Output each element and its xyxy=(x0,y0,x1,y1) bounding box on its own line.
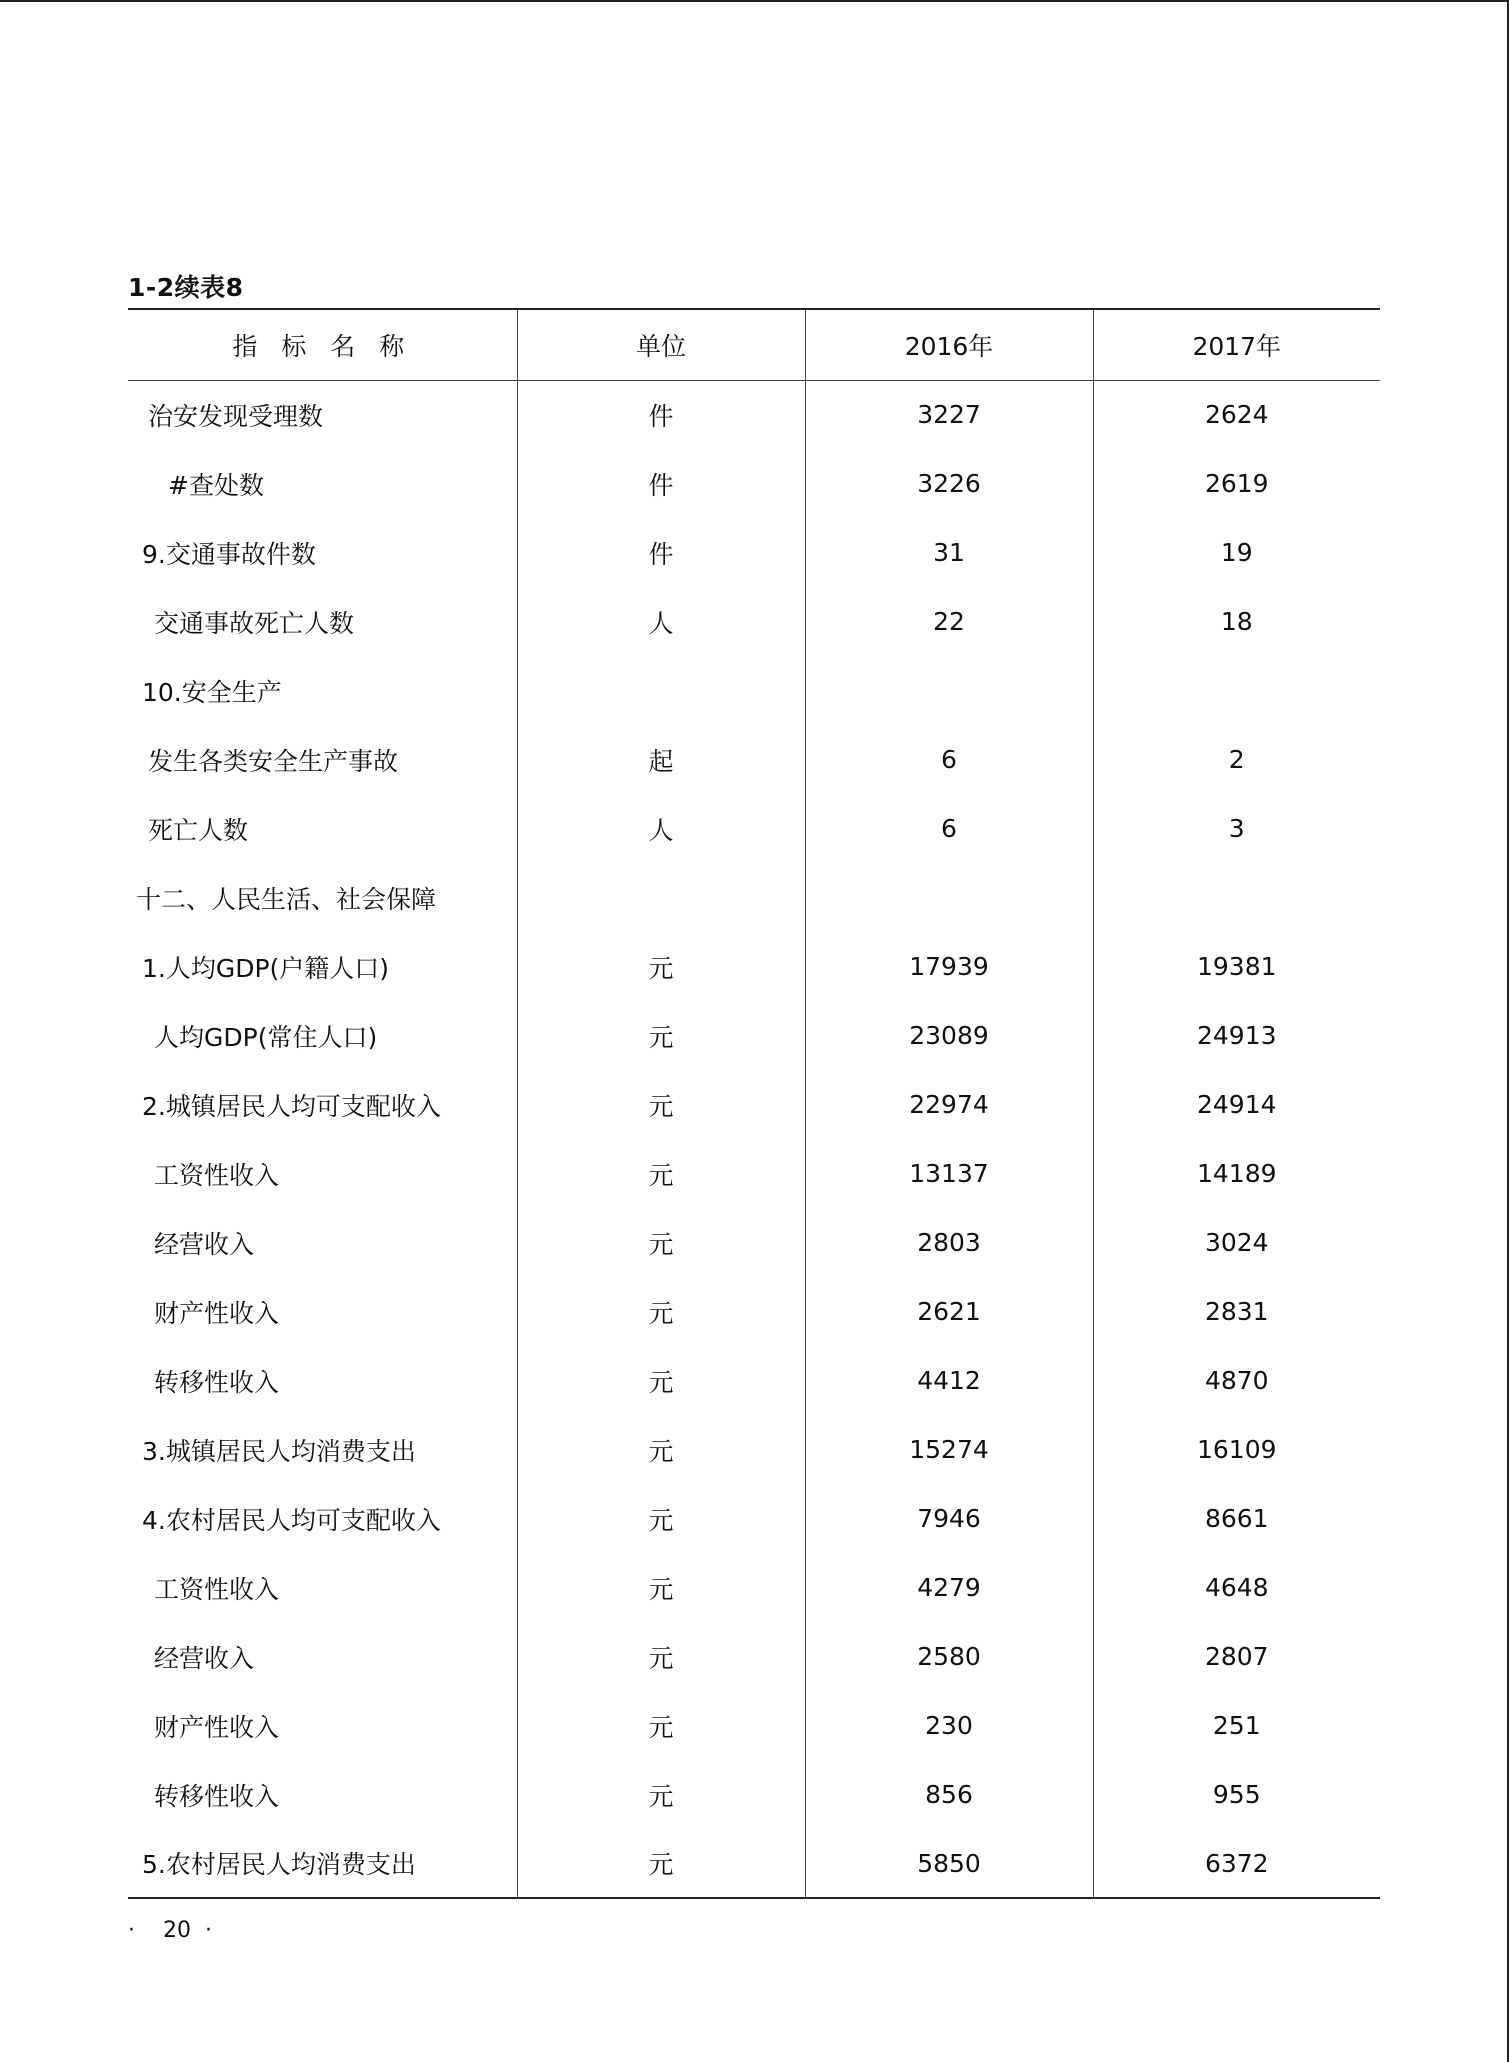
row-unit: 元 xyxy=(517,932,805,1001)
row-unit: 元 xyxy=(517,1829,805,1898)
row-value-2016: 856 xyxy=(805,1760,1093,1829)
table-row xyxy=(128,1070,1380,1139)
row-unit: 元 xyxy=(517,1622,805,1691)
row-value-2016: 230 xyxy=(805,1691,1093,1760)
row-value-2016: 2803 xyxy=(805,1208,1093,1277)
table-row xyxy=(128,1829,1380,1898)
table-row xyxy=(128,863,1380,932)
row-indicator-name: 9.交通事故件数 xyxy=(128,518,517,587)
header-indicator-name: 指 标 名 称 xyxy=(128,309,517,380)
row-value-2017: 2624 xyxy=(1204,400,1269,430)
row-indicator-name: 死亡人数 xyxy=(128,794,517,863)
table-row xyxy=(128,587,1380,656)
table-row xyxy=(128,1622,1380,1691)
row-value-2017: 2807 xyxy=(1204,1642,1269,1671)
row-indicator-name: 1.人均GDP(户籍人口) xyxy=(128,932,517,1001)
row-value-2016: 15274 xyxy=(805,1415,1093,1484)
row-indicator-name: 3.城镇居民人均消费支出 xyxy=(128,1415,517,1484)
row-value-2016: 4412 xyxy=(805,1346,1093,1415)
row-value-2016: 6 xyxy=(805,794,1093,863)
row-value-2017: 3024 xyxy=(1204,1228,1269,1257)
row-unit: 元 xyxy=(517,1691,805,1760)
row-unit xyxy=(517,863,805,932)
page-top-border xyxy=(0,0,1509,2)
row-value-2017 xyxy=(1093,656,1380,725)
row-unit: 件 xyxy=(517,449,805,518)
header-year-2016: 2016年 xyxy=(805,309,1093,380)
row-value-2017: 24913 xyxy=(1196,1021,1277,1050)
row-indicator-name: 人均GDP(常住人口) xyxy=(128,1001,517,1070)
row-indicator-name: 发生各类安全生产事故 xyxy=(128,725,517,794)
table-row xyxy=(128,1760,1380,1829)
row-value-2017: 19 xyxy=(1220,538,1253,567)
table-row xyxy=(128,794,1380,863)
row-value-2016: 7946 xyxy=(805,1484,1093,1553)
row-unit: 件 xyxy=(517,518,805,587)
row-indicator-name: 财产性收入 xyxy=(128,1277,517,1346)
row-value-2017: 24914 xyxy=(1196,1090,1277,1119)
row-value-2016: 3227 xyxy=(805,380,1093,449)
row-value-2016: 4279 xyxy=(805,1553,1093,1622)
row-value-2017: 2619 xyxy=(1204,469,1269,498)
row-unit: 元 xyxy=(517,1484,805,1553)
row-value-2016: 22 xyxy=(805,587,1093,656)
table-row xyxy=(128,1346,1380,1415)
row-unit: 元 xyxy=(517,1001,805,1070)
row-value-2017: 2831 xyxy=(1204,1297,1269,1326)
header-year-2017: 2017年 xyxy=(1093,309,1380,380)
row-value-2016: 17939 xyxy=(805,932,1093,1001)
row-value-2017: 2 xyxy=(1228,745,1245,774)
statistics-table xyxy=(128,308,1380,1899)
row-value-2016: 2580 xyxy=(805,1622,1093,1691)
row-value-2016 xyxy=(805,863,1093,932)
row-value-2016: 2621 xyxy=(805,1277,1093,1346)
table-row xyxy=(128,932,1380,1001)
table-row xyxy=(128,1691,1380,1760)
table-body xyxy=(128,380,1380,1898)
row-indicator-name: 经营收入 xyxy=(128,1622,517,1691)
row-value-2016: 5850 xyxy=(805,1829,1093,1898)
page-number: · 20 · xyxy=(128,1918,212,1943)
row-unit: 件 xyxy=(517,380,805,449)
row-value-2017: 8661 xyxy=(1204,1504,1269,1533)
row-value-2017: 4870 xyxy=(1204,1366,1269,1395)
row-value-2017: 14189 xyxy=(1196,1159,1277,1188)
row-unit: 起 xyxy=(517,725,805,794)
row-value-2017 xyxy=(1093,863,1380,932)
row-unit: 元 xyxy=(517,1070,805,1139)
row-unit: 元 xyxy=(517,1760,805,1829)
row-value-2017: 18 xyxy=(1220,607,1253,636)
row-indicator-name: 转移性收入 xyxy=(128,1760,517,1829)
row-value-2017: 19381 xyxy=(1196,952,1277,981)
row-indicator-name: 财产性收入 xyxy=(128,1691,517,1760)
row-value-2016: 6 xyxy=(805,725,1093,794)
row-indicator-name: 10.安全生产 xyxy=(128,656,517,725)
table-title: 1-2续表8 xyxy=(128,273,244,302)
row-unit: 人 xyxy=(517,794,805,863)
row-value-2017: 955 xyxy=(1212,1780,1261,1809)
row-indicator-name: 经营收入 xyxy=(128,1208,517,1277)
row-value-2016: 3226 xyxy=(805,449,1093,518)
row-unit: 元 xyxy=(517,1346,805,1415)
row-indicator-name: 工资性收入 xyxy=(128,1553,517,1622)
row-indicator-name: #查处数 xyxy=(128,449,517,518)
row-indicator-name: 4.农村居民人均可支配收入 xyxy=(128,1484,517,1553)
table-row xyxy=(128,1415,1380,1484)
row-value-2016: 23089 xyxy=(805,1001,1093,1070)
row-unit: 元 xyxy=(517,1277,805,1346)
row-indicator-name: 转移性收入 xyxy=(128,1346,517,1415)
row-value-2017: 6372 xyxy=(1093,1829,1380,1898)
row-value-2017: 3 xyxy=(1228,814,1245,843)
row-indicator-name: 工资性收入 xyxy=(128,1139,517,1208)
table-row xyxy=(128,1553,1380,1622)
row-unit xyxy=(517,656,805,725)
row-value-2016: 31 xyxy=(805,518,1093,587)
row-indicator-name: 5.农村居民人均消费支出 xyxy=(128,1829,517,1898)
row-unit: 元 xyxy=(517,1208,805,1277)
row-indicator-name: 2.城镇居民人均可支配收入 xyxy=(128,1070,517,1139)
header-unit: 单位 xyxy=(517,309,805,380)
table-row xyxy=(128,449,1380,518)
row-value-2017: 251 xyxy=(1212,1711,1261,1740)
table-row xyxy=(128,1484,1380,1553)
table-row xyxy=(128,518,1380,587)
row-unit: 元 xyxy=(517,1139,805,1208)
table-row xyxy=(128,1208,1380,1277)
statistics-table-container xyxy=(128,308,1380,1899)
table-row xyxy=(128,1277,1380,1346)
row-value-2017: 16109 xyxy=(1196,1435,1277,1464)
row-indicator-name: 治安发现受理数 xyxy=(128,380,517,449)
row-value-2016: 22974 xyxy=(805,1070,1093,1139)
row-value-2017: 4648 xyxy=(1204,1573,1269,1602)
row-unit: 元 xyxy=(517,1553,805,1622)
row-value-2016 xyxy=(805,656,1093,725)
row-value-2016: 13137 xyxy=(805,1139,1093,1208)
table-header-row xyxy=(128,309,1380,380)
table-row xyxy=(128,380,1380,449)
row-unit: 人 xyxy=(517,587,805,656)
row-unit: 元 xyxy=(517,1415,805,1484)
row-indicator-name: 交通事故死亡人数 xyxy=(128,587,517,656)
table-row xyxy=(128,725,1380,794)
table-row xyxy=(128,1001,1380,1070)
table-row xyxy=(128,1139,1380,1208)
table-row xyxy=(128,656,1380,725)
row-indicator-name: 十二、人民生活、社会保障 xyxy=(128,863,517,932)
